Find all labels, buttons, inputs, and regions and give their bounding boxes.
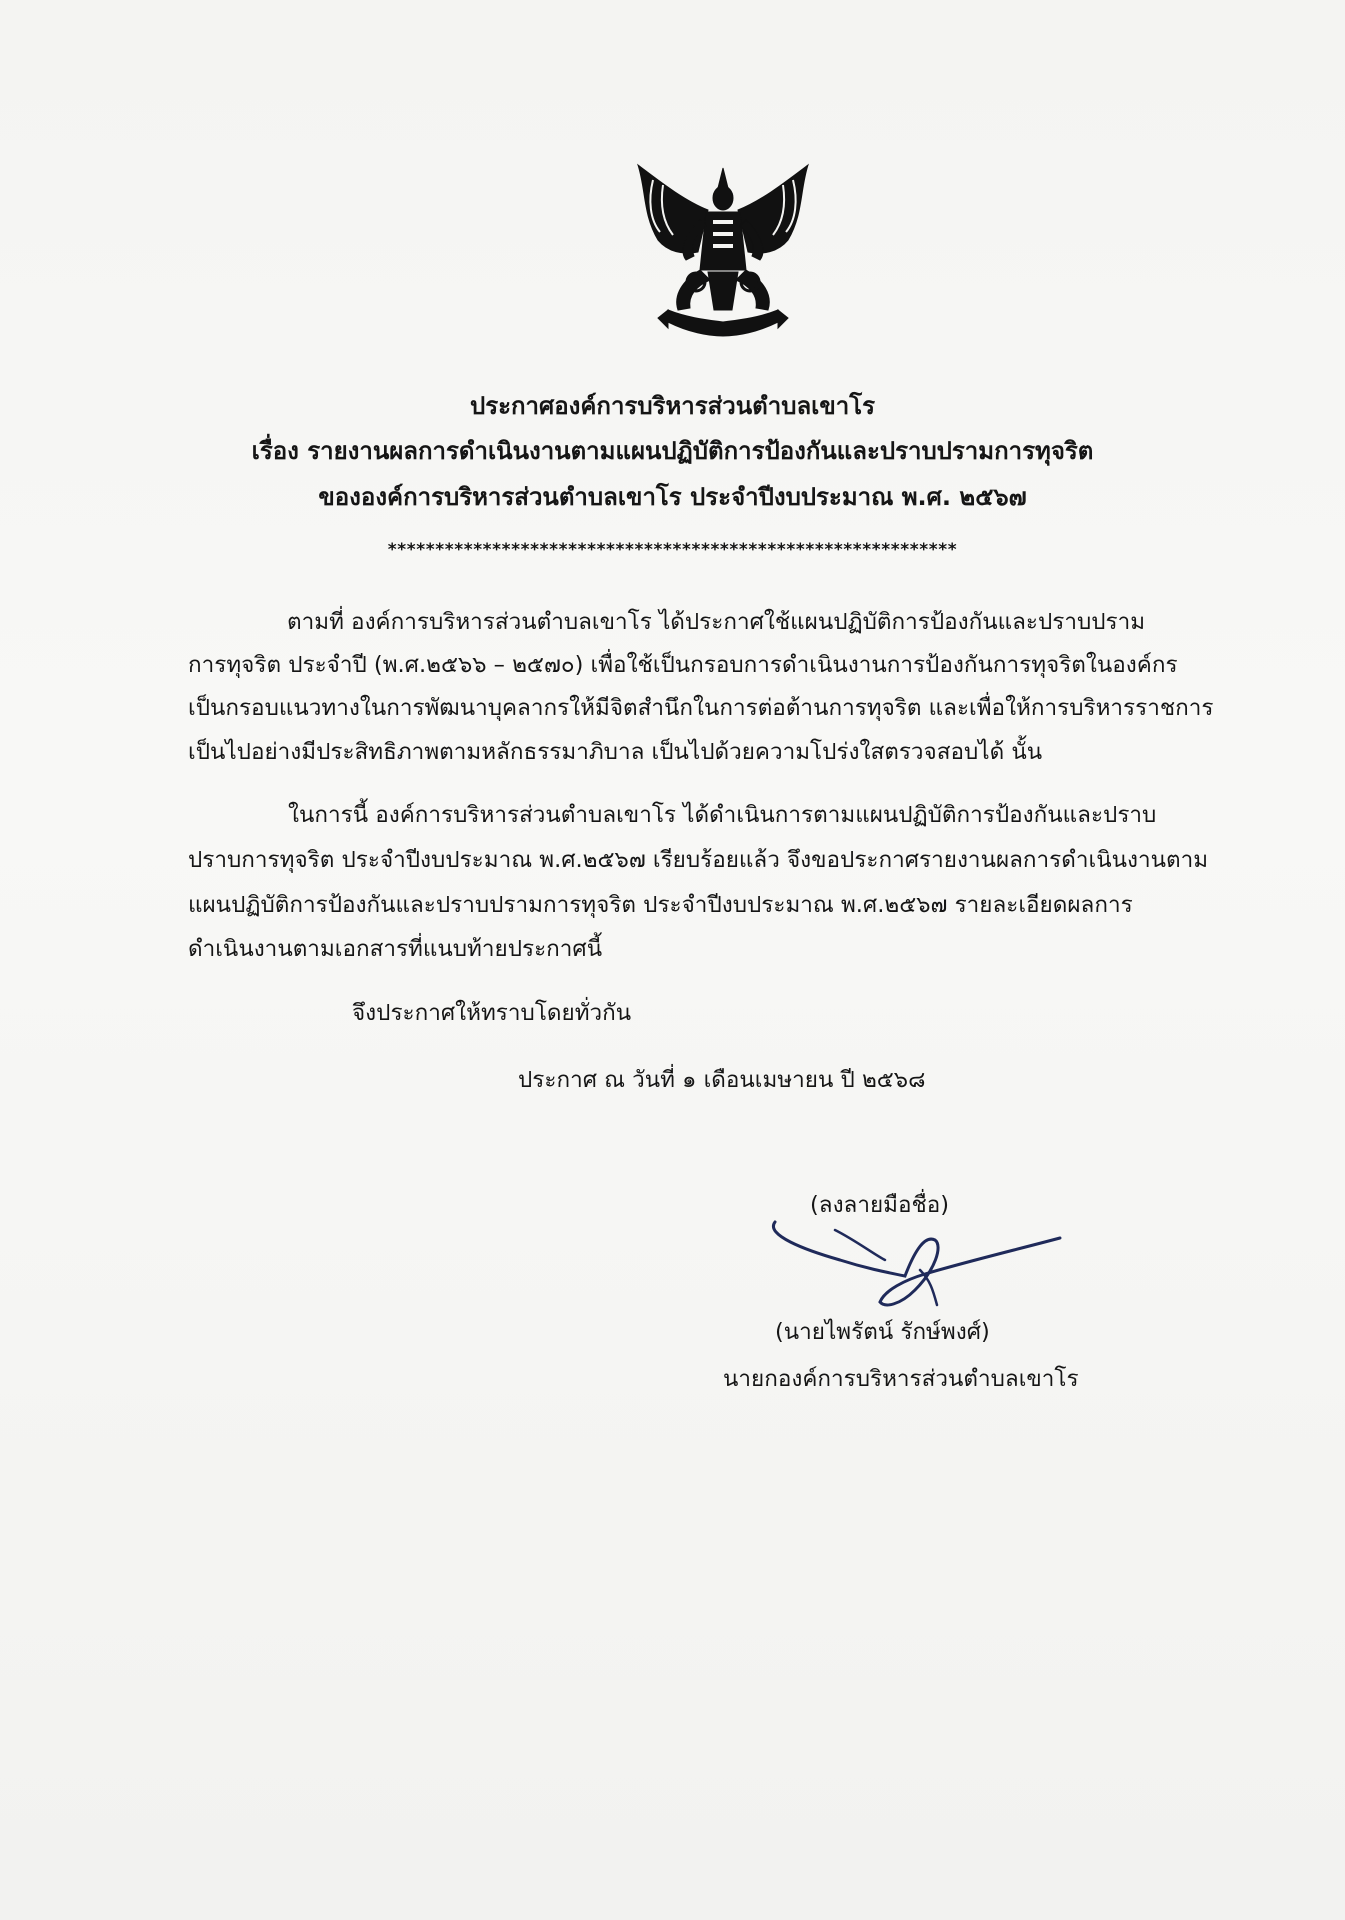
- announcement-date: ประกาศ ณ วันที่ ๑ เดือนเมษายน ปี ๒๕๖๘: [518, 1067, 926, 1093]
- paragraph1-line4: เป็นไปอย่างมีประสิทธิภาพตามหลักธรรมาภิบาล เป็นไปด้วยความโปร่งใสตรวจสอบได้ นั้น: [188, 739, 1043, 765]
- closing-statement: จึงประกาศให้ทราบโดยทั่วกัน: [352, 1000, 632, 1026]
- garuda-emblem-icon: [628, 160, 818, 350]
- paragraph1-line1: ตามที่ องค์การบริหารส่วนตำบลเขาโร ได้ประกาศใช้แผนปฏิบัติการป้องกันและปราบปราม: [287, 609, 1146, 635]
- handwritten-signature: [765, 1210, 1065, 1310]
- separator-line: ************************************************************: [387, 540, 958, 560]
- paragraph2-line4: ดำเนินงานตามเอกสารที่แนบท้ายประกาศนี้: [188, 936, 603, 962]
- paragraph2-line1: ในการนี้ องค์การบริหารส่วนตำบลเขาโร ได้ดำเนินการตามแผนปฏิบัติการป้องกันและปราบ: [288, 802, 1157, 828]
- announcement-title: ประกาศองค์การบริหารส่วนตำบลเขาโร: [469, 392, 876, 420]
- paragraph1-line3: เป็นกรอบแนวทางในการพัฒนาบุคลากรให้มีจิตสำนึกในการต่อต้านการทุจริต และเพื่อให้การบริหารราชการ: [188, 695, 1214, 721]
- paragraph1-line2: การทุจริต ประจำปี (พ.ศ.๒๕๖๖ – ๒๕๗๐) เพื่อใช้เป็นกรอบการดำเนินงานการป้องกันการทุจริตในองค์กร: [188, 652, 1178, 678]
- signatory-name: (นายไพรัตน์ รักษ์พงศ์): [775, 1319, 990, 1345]
- paragraph2-line2: ปราบการทุจริต ประจำปีงบประมาณ พ.ศ.๒๕๖๗ เรียบร้อยแล้ว จึงขอประกาศรายงานผลการดำเนินงานตาม: [188, 847, 1209, 873]
- signature-label: (ลงลายมือชื่อ): [810, 1192, 950, 1218]
- signatory-title: นายกองค์การบริหารส่วนตำบลเขาโร: [723, 1366, 1079, 1392]
- announcement-subject-cont: ขององค์การบริหารส่วนตำบลเขาโร ประจำปีงบประมาณ พ.ศ. ๒๕๖๗: [318, 483, 1027, 511]
- announcement-subject: เรื่อง รายงานผลการดำเนินงานตามแผนปฏิบัติการป้องกันและปราบปรามการทุจริต: [251, 437, 1094, 465]
- paragraph2-line3: แผนปฏิบัติการป้องกันและปราบปรามการทุจริต ประจำปีงบประมาณ พ.ศ.๒๕๖๗ รายละเอียดผลการ: [188, 892, 1133, 918]
